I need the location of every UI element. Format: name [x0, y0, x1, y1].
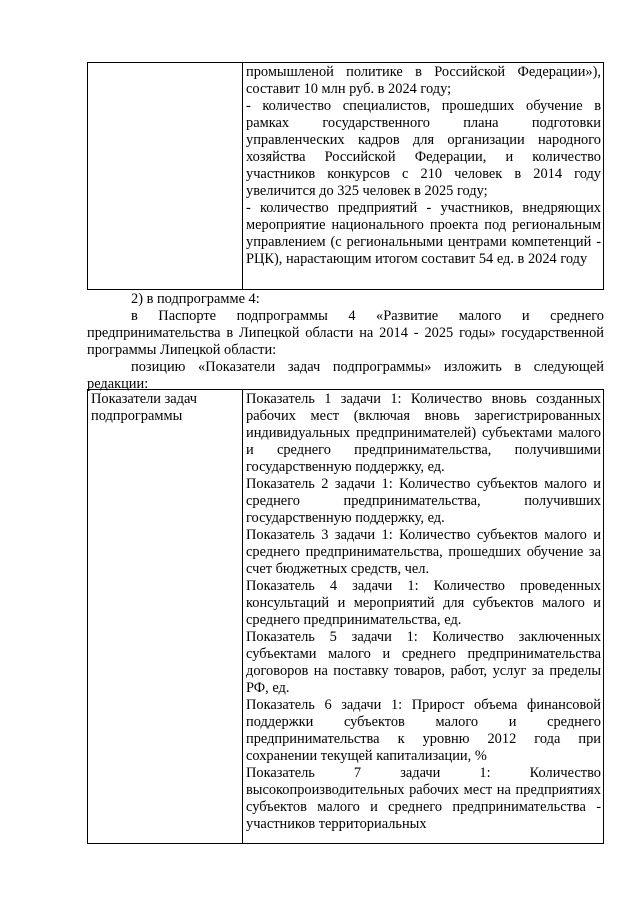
table-left-cell [88, 390, 243, 843]
indicators-table [87, 389, 604, 844]
table-paragraph: промышленой политике в Российской Федерации»), составит 10 млн руб. в 2024 году; [246, 64, 601, 97]
indicator-paragraph: Показатель 1 задачи 1: Количество вновь созданных рабочих мест (включая вновь зарегистрированных индивидуальных предпринимателей) субъектами малого и среднего предпринимательства, получившими государственную поддержку, ед. [246, 391, 601, 475]
indicator-paragraph: Показатель 3 задачи 1: Количество субъектов малого и среднего предпринимательства, прошедших обучение за счет бюджетных средств, чел. [246, 527, 601, 577]
table-right-cell [243, 63, 603, 289]
indicators-label: Показатели задач подпрограммы [91, 391, 198, 424]
body-text [87, 291, 604, 393]
table-paragraph: - количество предприятий - участников, внедряющих мероприятие национального проекта под региональным управлением (с региональными центрами компетенций - РЦК), нарастающим итогом составит 54 ед. в 2024 году [246, 200, 601, 267]
indicator-paragraph: Показатель 7 задачи 1: Количество высокопроизводительных рабочих мест на предприятиях субъектов малого и среднего предпринимательства - участников территориальных [246, 765, 601, 832]
table-continuation [87, 62, 604, 290]
table-paragraph: - количество специалистов, прошедших обучение в рамках государственного плана подготовки управленческих кадров для организации народного хозяйства Российской Федерации, и количество участников конкурсов с 210 человек в 2014 году увеличится до 325 человек в 2025 году; [246, 98, 601, 199]
indicator-paragraph: Показатель 4 задачи 1: Количество проведенных консультаций и мероприятий для субъектов малого и среднего предпринимательства, ед. [246, 578, 601, 628]
position-paragraph: позицию «Показатели задач подпрограммы» изложить в следующей редакции: [87, 359, 604, 392]
indicator-paragraph: Показатель 2 задачи 1: Количество субъектов малого и среднего предпринимательства, получивших государственную поддержку, ед. [246, 476, 601, 526]
item-2-line: 2) в подпрограмме 4: [131, 291, 260, 307]
passport-paragraph: в Паспорте подпрограммы 4 «Развитие малого и среднего предпринимательства в Липецкой области на 2014 - 2025 годы» государственной программы Липецкой области: [87, 308, 604, 358]
indicator-paragraph: Показатель 5 задачи 1: Количество заключенных субъектами малого и среднего предпринимательства договоров на поставку товаров, работ, услуг за пределы РФ, ед. [246, 629, 601, 696]
table-right-cell [243, 390, 603, 843]
indicator-paragraph: Показатель 6 задачи 1: Прирост объема финансовой поддержки субъектов малого и среднего предпринимательства к уровню 2012 года при сохранении текущей капитализации, % [246, 697, 601, 764]
table-left-cell-empty [88, 63, 243, 289]
